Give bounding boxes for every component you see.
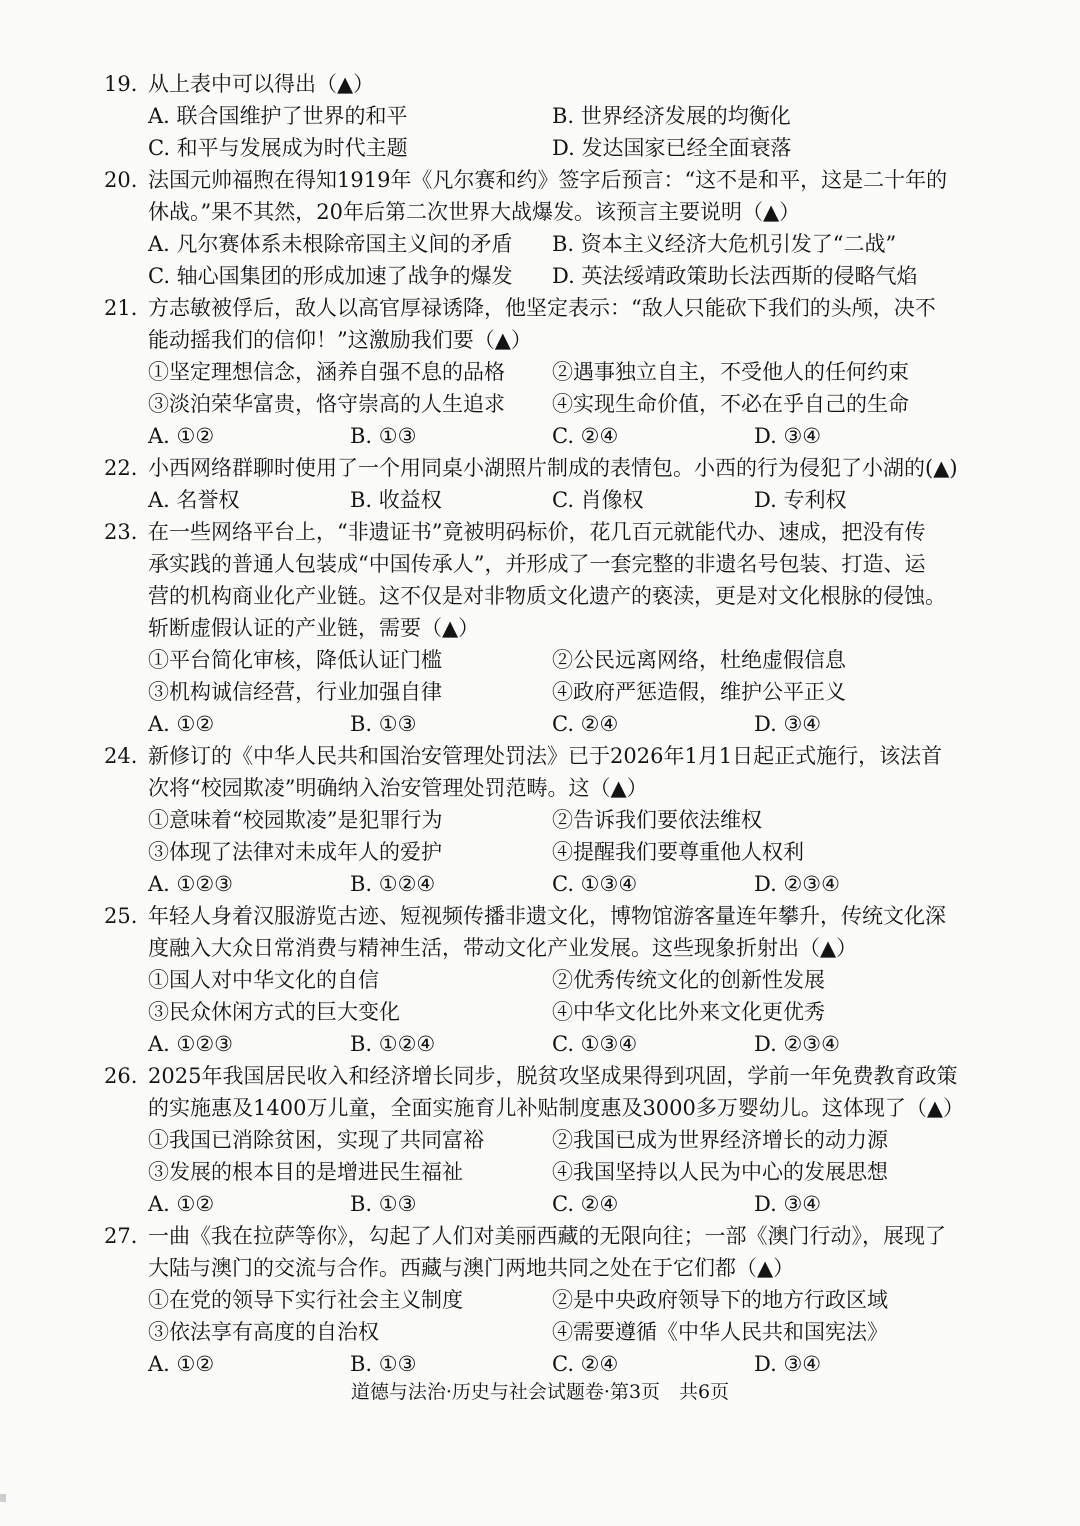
statement-4: ④需要遵循《中华人民共和国宪法》 [552, 1320, 888, 1344]
option-a: A. 联合国维护了世界的和平 [148, 104, 408, 128]
question-stem: 21. 方志敏被俘后，敌人以高官厚禄诱降，他坚定表示：“敌人只能砍下我们的头颅，决不 [104, 296, 936, 320]
option-c: C. ②④ [552, 1192, 619, 1216]
question-24 [104, 740, 984, 900]
statement-2: ②是中央政府领导下的地方行政区域 [552, 1288, 888, 1312]
option-d: D. ③④ [754, 1352, 822, 1376]
statement-2: ②告诉我们要依法维权 [552, 808, 762, 832]
question-stem: 斩断虚假认证的产业链，需要（▲） [148, 616, 480, 640]
statement-2: ②优秀传统文化的创新性发展 [552, 968, 825, 992]
statement-3: ③机构诚信经营，行业加强自律 [148, 680, 442, 704]
question-23 [104, 516, 984, 740]
statement-4: ④提醒我们要尊重他人权利 [552, 840, 804, 864]
option-b: B. 收益权 [350, 488, 442, 512]
statement-3: ③体现了法律对未成年人的爱护 [148, 840, 442, 864]
statement-1: ①在党的领导下实行社会主义制度 [148, 1288, 463, 1312]
statement-1: ①意味着“校园欺凌”是犯罪行为 [148, 808, 443, 832]
statement-1: ①坚定理想信念，涵养自强不息的品格 [148, 360, 505, 384]
question-stem: 26. 2025年我国居民收入和经济增长同步，脱贫攻坚成果得到巩固，学前一年免费教育政策 [104, 1064, 958, 1088]
statement-3: ③民众休闲方式的巨大变化 [148, 1000, 400, 1024]
option-b: B. ①③ [350, 424, 417, 448]
option-a: A. ①②③ [148, 1032, 233, 1056]
statement-row [104, 388, 984, 420]
option-a: A. ①② [148, 1192, 215, 1216]
option-c: C. 轴心国集团的形成加速了战争的爆发 [148, 264, 513, 288]
option-c: C. ②④ [552, 1352, 619, 1376]
option-c: C. ①③④ [552, 1032, 638, 1056]
statement-row [104, 996, 984, 1028]
statement-row [104, 964, 984, 996]
question-21 [104, 292, 984, 452]
statement-2: ②公民远离网络，杜绝虚假信息 [552, 648, 846, 672]
option-b: B. 资本主义经济大危机引发了“二战” [552, 232, 897, 256]
option-b: B. ①③ [350, 1352, 417, 1376]
option-b: B. ①③ [350, 712, 417, 736]
option-a: A. ①② [148, 1352, 215, 1376]
option-a: A. ①②③ [148, 872, 233, 896]
statement-1: ①平台简化审核，降低认证门槛 [148, 648, 442, 672]
statement-row [104, 836, 984, 868]
question-stem: 的实施惠及1400万儿童，全面实施育儿补贴制度惠及3000多万婴幼儿。这体现了（▲） [148, 1096, 965, 1120]
question-27 [104, 1220, 984, 1380]
option-row [104, 228, 984, 260]
question-19 [104, 68, 984, 164]
question-stem: 度融入大众日常消费与精神生活，带动文化产业发展。这些现象折射出（▲） [148, 936, 858, 960]
question-stem: 次将“校园欺凌”明确纳入治安管理处罚范畴。这（▲） [148, 776, 648, 800]
option-row [104, 132, 984, 164]
option-row [104, 1348, 984, 1380]
question-stem: 25. 年轻人身着汉服游览古迹、短视频传播非遗文化，博物馆游客量连年攀升，传统文化深 [104, 904, 946, 928]
statement-row [104, 1316, 984, 1348]
statement-1: ①我国已消除贫困，实现了共同富裕 [148, 1128, 484, 1152]
option-c: C. ①③④ [552, 872, 638, 896]
question-stem: 27. 一曲《我在拉萨等你》，勾起了人们对美丽西藏的无限向往；一部《澳门行动》，展现了 [104, 1224, 946, 1248]
statement-3: ③依法享有高度的自治权 [148, 1320, 379, 1344]
question-stem: 22. 小西网络群聊时使用了一个用同桌小湖照片制成的表情包。小西的行为侵犯了小湖的(▲) [104, 456, 958, 480]
question-stem: 19. 从上表中可以得出（▲） [104, 72, 375, 96]
option-row [104, 708, 984, 740]
question-stem: 营的机构商业化产业链。这不仅是对非物质文化遗产的亵渎，更是对文化根脉的侵蚀。 [148, 584, 946, 608]
option-a: A. 名誉权 [148, 488, 240, 512]
option-b: B. 世界经济发展的均衡化 [552, 104, 791, 128]
scan-mark [0, 1494, 6, 1502]
option-d: D. 专利权 [754, 488, 847, 512]
question-20 [104, 164, 984, 292]
question-stem: 休战。”果不其然，20年后第二次世界大战爆发。该预言主要说明（▲） [148, 200, 801, 224]
page-footer: 道德与法治·历史与社会试题卷·第3页 共6页 [350, 1381, 730, 1403]
option-c: C. 肖像权 [552, 488, 644, 512]
statement-3: ③淡泊荣华富贵，恪守崇高的人生追求 [148, 392, 505, 416]
statement-2: ②我国已成为世界经济增长的动力源 [552, 1128, 888, 1152]
option-d: D. ③④ [754, 424, 822, 448]
statement-4: ④政府严惩造假，维护公平正义 [552, 680, 846, 704]
statement-row [104, 1284, 984, 1316]
statement-row [104, 804, 984, 836]
statement-row [104, 676, 984, 708]
question-stem: 24. 新修订的《中华人民共和国治安管理处罚法》已于2026年1月1日起正式施行，该法首 [104, 744, 943, 768]
option-d: D. ③④ [754, 1192, 822, 1216]
statement-4: ④我国坚持以人民为中心的发展思想 [552, 1160, 888, 1184]
statement-2: ②遇事独立自主，不受他人的任何约束 [552, 360, 909, 384]
option-row [104, 100, 984, 132]
question-stem: 能动摇我们的信仰！”这激励我们要（▲） [148, 328, 532, 352]
option-a: A. ①② [148, 424, 215, 448]
option-d: D. ③④ [754, 712, 822, 736]
option-row [104, 1028, 984, 1060]
option-d: D. ②③④ [754, 872, 840, 896]
option-row [104, 868, 984, 900]
option-b: B. ①②④ [350, 1032, 436, 1056]
option-d: D. 发达国家已经全面衰落 [552, 136, 792, 160]
option-row [104, 1188, 984, 1220]
statement-row [104, 644, 984, 676]
option-b: B. ①③ [350, 1192, 417, 1216]
option-d: D. ②③④ [754, 1032, 840, 1056]
question-stem: 20. 法国元帅福煦在得知1919年《凡尔赛和约》签字后预言：“这不是和平，这是二十年的 [104, 168, 948, 192]
statement-row [104, 1156, 984, 1188]
statement-row [104, 1124, 984, 1156]
statement-1: ①国人对中华文化的自信 [148, 968, 379, 992]
option-row [104, 484, 984, 516]
question-22 [104, 452, 984, 516]
question-stem: 承实践的普通人包装成“中国传承人”，并形成了一套完整的非遗名号包装、打造、运 [148, 552, 926, 576]
option-row [104, 260, 984, 292]
statement-row [104, 356, 984, 388]
option-d: D. 英法绥靖政策助长法西斯的侵略气焰 [552, 264, 918, 288]
option-a: A. 凡尔赛体系未根除帝国主义间的矛盾 [148, 232, 513, 256]
question-25 [104, 900, 984, 1060]
statement-4: ④实现生命价值，不必在乎自己的生命 [552, 392, 909, 416]
option-a: A. ①② [148, 712, 215, 736]
statement-3: ③发展的根本目的是增进民生福祉 [148, 1160, 463, 1184]
question-stem: 大陆与澳门的交流与合作。西藏与澳门两地共同之处在于它们都（▲） [148, 1256, 795, 1280]
option-c: C. ②④ [552, 712, 619, 736]
question-26 [104, 1060, 984, 1220]
statement-4: ④中华文化比外来文化更优秀 [552, 1000, 825, 1024]
option-c: C. 和平与发展成为时代主题 [148, 136, 408, 160]
question-stem: 23. 在一些网络平台上，“非遗证书”竟被明码标价，花几百元就能代办、速成，把没有传 [104, 520, 926, 544]
option-b: B. ①②④ [350, 872, 436, 896]
option-row [104, 420, 984, 452]
option-c: C. ②④ [552, 424, 619, 448]
